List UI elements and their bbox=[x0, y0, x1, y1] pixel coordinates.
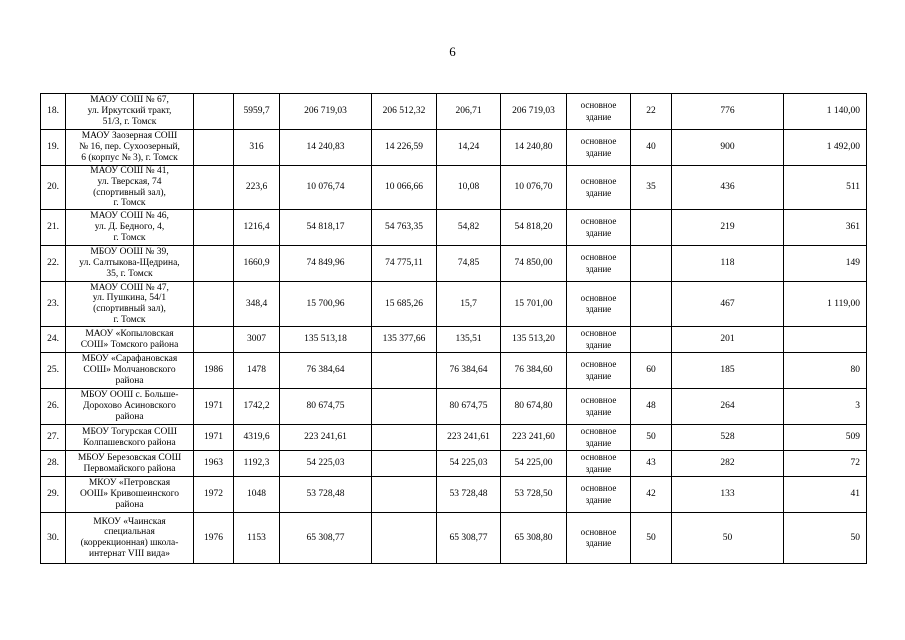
count-cell-2: 282 bbox=[672, 451, 784, 477]
value-cell-4: 65 308,80 bbox=[501, 513, 567, 564]
count-cell-1: 48 bbox=[631, 389, 672, 425]
count-cell-1 bbox=[631, 246, 672, 282]
row-number: 26. bbox=[41, 389, 66, 425]
area-cell: 1478 bbox=[234, 353, 280, 389]
building-type bbox=[567, 353, 631, 389]
row-number: 27. bbox=[41, 425, 66, 451]
value-cell-4: 80 674,80 bbox=[501, 389, 567, 425]
value-cell-2 bbox=[372, 389, 437, 425]
table-row bbox=[41, 246, 867, 282]
value-cell-1: 65 308,77 bbox=[280, 513, 372, 564]
count-cell-3: 361 bbox=[784, 210, 867, 246]
area-cell: 348,4 bbox=[234, 282, 280, 327]
building-type-line: здание bbox=[585, 463, 612, 474]
value-cell-2 bbox=[372, 425, 437, 451]
area-cell: 3007 bbox=[234, 327, 280, 353]
area-cell: 223,6 bbox=[234, 166, 280, 210]
count-cell-3: 509 bbox=[784, 425, 867, 451]
building-type-line: здание bbox=[585, 187, 612, 198]
value-cell-1: 80 674,75 bbox=[280, 389, 372, 425]
count-cell-3: 50 bbox=[784, 513, 867, 564]
area-cell: 1742,2 bbox=[234, 389, 280, 425]
row-number: 22. bbox=[41, 246, 66, 282]
table-row bbox=[41, 166, 867, 210]
school-name-line: МБОУ Тогурская СОШ bbox=[82, 426, 177, 437]
count-cell-2: 528 bbox=[672, 425, 784, 451]
page-number: 6 bbox=[449, 44, 456, 59]
area-cell: 1660,9 bbox=[234, 246, 280, 282]
value-cell-1: 54 225,03 bbox=[280, 451, 372, 477]
school-name-line: ул. Д. Бедного, 4, bbox=[94, 222, 165, 233]
building-type bbox=[567, 425, 631, 451]
count-cell-1: 40 bbox=[631, 130, 672, 166]
count-cell-2: 776 bbox=[672, 94, 784, 130]
school-name-line: ул. Пушкина, 54/1 bbox=[92, 293, 167, 304]
school-name-line: района bbox=[115, 376, 144, 387]
value-cell-2: 74 775,11 bbox=[372, 246, 437, 282]
count-cell-1: 60 bbox=[631, 353, 672, 389]
value-cell-2: 15 685,26 bbox=[372, 282, 437, 327]
school-name bbox=[66, 353, 194, 389]
school-name-line: МБОУ Березовская СОШ bbox=[77, 452, 182, 463]
school-name-line: МКОУ «Петровская bbox=[88, 478, 171, 489]
value-cell-1: 206 719,03 bbox=[280, 94, 372, 130]
area-cell: 1153 bbox=[234, 513, 280, 564]
building-type-line: основное bbox=[580, 452, 617, 463]
building-type-line: здание bbox=[585, 406, 612, 417]
value-cell-2 bbox=[372, 477, 437, 513]
school-name bbox=[66, 327, 194, 353]
building-type-line: основное bbox=[580, 483, 617, 494]
value-cell-1: 74 849,96 bbox=[280, 246, 372, 282]
year-cell bbox=[194, 210, 234, 246]
row-number: 28. bbox=[41, 451, 66, 477]
building-type bbox=[567, 94, 631, 130]
row-number: 18. bbox=[41, 94, 66, 130]
table-row bbox=[41, 130, 867, 166]
school-name bbox=[66, 451, 194, 477]
count-cell-2: 436 bbox=[672, 166, 784, 210]
building-type-line: здание bbox=[585, 263, 612, 274]
building-type-line: здание bbox=[585, 437, 612, 448]
value-cell-1: 53 728,48 bbox=[280, 477, 372, 513]
count-cell-1: 50 bbox=[631, 425, 672, 451]
school-name-line: МКОУ «Чаинская bbox=[93, 516, 166, 527]
table-row bbox=[41, 451, 867, 477]
school-name-line: Колпашевского района bbox=[83, 437, 176, 448]
value-cell-4: 54 818,20 bbox=[501, 210, 567, 246]
school-name-line: (коррекционная) школа- bbox=[80, 538, 179, 549]
building-type-line: основное bbox=[580, 426, 617, 437]
value-cell-3: 76 384,64 bbox=[437, 353, 501, 389]
building-type bbox=[567, 130, 631, 166]
row-number: 25. bbox=[41, 353, 66, 389]
school-name-line: МБОУ «Сарафановская bbox=[81, 354, 178, 365]
count-cell-1 bbox=[631, 327, 672, 353]
building-type-line: здание bbox=[585, 147, 612, 158]
row-number: 29. bbox=[41, 477, 66, 513]
building-type-line: здание bbox=[585, 304, 612, 315]
count-cell-2: 50 bbox=[672, 513, 784, 564]
year-cell bbox=[194, 327, 234, 353]
value-cell-3: 80 674,75 bbox=[437, 389, 501, 425]
school-name-line: 6 (корпус № 3), г. Томск bbox=[81, 152, 178, 163]
building-type-line: основное bbox=[580, 395, 617, 406]
value-cell-3: 10,08 bbox=[437, 166, 501, 210]
year-cell: 1971 bbox=[194, 389, 234, 425]
row-number: 30. bbox=[41, 513, 66, 564]
year-cell: 1986 bbox=[194, 353, 234, 389]
building-type bbox=[567, 210, 631, 246]
count-cell-3: 149 bbox=[784, 246, 867, 282]
area-cell: 316 bbox=[234, 130, 280, 166]
school-name-line: МАОУ СОШ № 47, bbox=[90, 282, 169, 293]
school-name-line: МАОУ Заозерная СОШ bbox=[81, 131, 178, 142]
value-cell-2 bbox=[372, 513, 437, 564]
value-cell-4: 223 241,60 bbox=[501, 425, 567, 451]
school-name-line: МАОУ СОШ № 67, bbox=[90, 95, 169, 106]
school-name-line: г. Томск bbox=[113, 314, 146, 325]
school-name-line: 51/3, г. Томск bbox=[102, 116, 157, 127]
building-type-line: здание bbox=[585, 339, 612, 350]
value-cell-4: 14 240,80 bbox=[501, 130, 567, 166]
count-cell-3: 72 bbox=[784, 451, 867, 477]
value-cell-4: 206 719,03 bbox=[501, 94, 567, 130]
school-name-line: г. Томск bbox=[113, 198, 146, 209]
value-cell-3: 15,7 bbox=[437, 282, 501, 327]
table-row bbox=[41, 94, 867, 130]
school-name-line: ул. Иркутский тракт, bbox=[87, 106, 172, 117]
building-type-line: основное bbox=[580, 100, 617, 110]
school-name bbox=[66, 166, 194, 210]
value-cell-3: 223 241,61 bbox=[437, 425, 501, 451]
building-type-line: здание bbox=[585, 538, 612, 549]
count-cell-2: 467 bbox=[672, 282, 784, 327]
row-number: 21. bbox=[41, 210, 66, 246]
value-cell-4: 53 728,50 bbox=[501, 477, 567, 513]
school-name-line: МБОУ ООШ с. Больше- bbox=[80, 390, 179, 401]
value-cell-1: 54 818,17 bbox=[280, 210, 372, 246]
value-cell-3: 135,51 bbox=[437, 327, 501, 353]
row-number: 19. bbox=[41, 130, 66, 166]
count-cell-2: 219 bbox=[672, 210, 784, 246]
school-name bbox=[66, 94, 194, 130]
building-type-line: основное bbox=[580, 176, 617, 187]
school-name bbox=[66, 513, 194, 564]
building-type-line: основное bbox=[580, 252, 617, 263]
building-type-line: основное bbox=[580, 292, 617, 303]
count-cell-1 bbox=[631, 282, 672, 327]
count-cell-1: 22 bbox=[631, 94, 672, 130]
value-cell-4: 10 076,70 bbox=[501, 166, 567, 210]
count-cell-1: 35 bbox=[631, 166, 672, 210]
table-body bbox=[41, 94, 867, 564]
table-row bbox=[41, 389, 867, 425]
count-cell-2: 900 bbox=[672, 130, 784, 166]
table-row bbox=[41, 210, 867, 246]
value-cell-3: 14,24 bbox=[437, 130, 501, 166]
building-type bbox=[567, 166, 631, 210]
year-cell: 1963 bbox=[194, 451, 234, 477]
area-cell: 1048 bbox=[234, 477, 280, 513]
value-cell-1: 10 076,74 bbox=[280, 166, 372, 210]
building-type-line: здание bbox=[585, 494, 612, 505]
school-name bbox=[66, 425, 194, 451]
row-number: 23. bbox=[41, 282, 66, 327]
value-cell-2: 10 066,66 bbox=[372, 166, 437, 210]
value-cell-1: 223 241,61 bbox=[280, 425, 372, 451]
school-name-line: МАОУ СОШ № 46, bbox=[90, 211, 169, 222]
school-name bbox=[66, 246, 194, 282]
building-type bbox=[567, 451, 631, 477]
building-type bbox=[567, 282, 631, 327]
table-row bbox=[41, 477, 867, 513]
year-cell: 1972 bbox=[194, 477, 234, 513]
value-cell-4: 54 225,00 bbox=[501, 451, 567, 477]
year-cell bbox=[194, 246, 234, 282]
table-row bbox=[41, 513, 867, 564]
school-name-line: района bbox=[115, 500, 144, 511]
school-name-line: СОШ» Томского района bbox=[80, 339, 179, 350]
school-name-line: ООШ» Кривошеинского bbox=[80, 489, 179, 500]
year-cell bbox=[194, 130, 234, 166]
area-cell: 1192,3 bbox=[234, 451, 280, 477]
table-row bbox=[41, 425, 867, 451]
school-name-line: (спортивный зал), bbox=[93, 187, 166, 198]
school-name-line: Первомайского района bbox=[83, 463, 176, 474]
value-cell-1: 15 700,96 bbox=[280, 282, 372, 327]
count-cell-3: 511 bbox=[784, 166, 867, 210]
school-name-line: МАОУ СОШ № 41, bbox=[90, 166, 169, 176]
count-cell-1: 43 bbox=[631, 451, 672, 477]
count-cell-3: 80 bbox=[784, 353, 867, 389]
school-name-line: интернат VIII вида» bbox=[89, 548, 170, 559]
building-type bbox=[567, 389, 631, 425]
count-cell-1: 42 bbox=[631, 477, 672, 513]
building-type-line: основное bbox=[580, 526, 617, 537]
school-name-line: 35, г. Томск bbox=[106, 269, 153, 280]
school-name-line: (спортивный зал), bbox=[93, 304, 166, 315]
building-type bbox=[567, 246, 631, 282]
table-row bbox=[41, 353, 867, 389]
value-cell-3: 65 308,77 bbox=[437, 513, 501, 564]
school-name-line: МАОУ «Копыловская bbox=[85, 328, 174, 339]
count-cell-2: 118 bbox=[672, 246, 784, 282]
school-name bbox=[66, 389, 194, 425]
value-cell-2: 14 226,59 bbox=[372, 130, 437, 166]
school-name bbox=[66, 282, 194, 327]
building-type bbox=[567, 477, 631, 513]
school-name-line: ул. Салтыкова-Щедрина, bbox=[79, 258, 180, 269]
area-cell: 4319,6 bbox=[234, 425, 280, 451]
building-type-line: основное bbox=[580, 328, 617, 339]
value-cell-2: 135 377,66 bbox=[372, 327, 437, 353]
school-name-line: № 16, пер. Сухоозерный, bbox=[79, 142, 180, 153]
value-cell-3: 54,82 bbox=[437, 210, 501, 246]
year-cell bbox=[194, 94, 234, 130]
school-name-line: г. Томск bbox=[113, 233, 146, 244]
building-type-line: здание bbox=[585, 370, 612, 381]
value-cell-3: 53 728,48 bbox=[437, 477, 501, 513]
count-cell-3: 1 119,00 bbox=[784, 282, 867, 327]
count-cell-1: 50 bbox=[631, 513, 672, 564]
count-cell-2: 133 bbox=[672, 477, 784, 513]
count-cell-3: 3 bbox=[784, 389, 867, 425]
value-cell-2 bbox=[372, 353, 437, 389]
count-cell-3: 1 492,00 bbox=[784, 130, 867, 166]
count-cell-2: 201 bbox=[672, 327, 784, 353]
count-cell-3 bbox=[784, 327, 867, 353]
school-name bbox=[66, 210, 194, 246]
building-type-line: здание bbox=[585, 111, 612, 122]
school-name-line: ул. Тверская, 74 bbox=[97, 176, 162, 187]
school-name-line: МБОУ ООШ № 39, bbox=[90, 247, 169, 258]
school-name-line: СОШ» Молчановского bbox=[83, 365, 176, 376]
year-cell bbox=[194, 166, 234, 210]
school-name-line: специальная bbox=[104, 527, 155, 538]
year-cell: 1971 bbox=[194, 425, 234, 451]
school-name bbox=[66, 130, 194, 166]
value-cell-1: 135 513,18 bbox=[280, 327, 372, 353]
value-cell-3: 206,71 bbox=[437, 94, 501, 130]
count-cell-3: 1 140,00 bbox=[784, 94, 867, 130]
year-cell: 1976 bbox=[194, 513, 234, 564]
row-number: 20. bbox=[41, 166, 66, 210]
value-cell-4: 15 701,00 bbox=[501, 282, 567, 327]
value-cell-2: 54 763,35 bbox=[372, 210, 437, 246]
building-type-line: здание bbox=[585, 227, 612, 238]
building-type bbox=[567, 513, 631, 564]
count-cell-3: 41 bbox=[784, 477, 867, 513]
value-cell-4: 74 850,00 bbox=[501, 246, 567, 282]
value-cell-1: 76 384,64 bbox=[280, 353, 372, 389]
building-type-line: основное bbox=[580, 136, 617, 146]
building-type-line: основное bbox=[580, 216, 617, 227]
data-table bbox=[40, 93, 867, 564]
building-type bbox=[567, 327, 631, 353]
school-name bbox=[66, 477, 194, 513]
value-cell-4: 135 513,20 bbox=[501, 327, 567, 353]
table-row bbox=[41, 327, 867, 353]
school-name-line: района bbox=[115, 412, 144, 423]
count-cell-2: 264 bbox=[672, 389, 784, 425]
table-row bbox=[41, 282, 867, 327]
value-cell-1: 14 240,83 bbox=[280, 130, 372, 166]
year-cell bbox=[194, 282, 234, 327]
count-cell-2: 185 bbox=[672, 353, 784, 389]
building-type-line: основное bbox=[580, 359, 617, 370]
row-number: 24. bbox=[41, 327, 66, 353]
value-cell-2 bbox=[372, 451, 437, 477]
count-cell-1 bbox=[631, 210, 672, 246]
value-cell-4: 76 384,60 bbox=[501, 353, 567, 389]
area-cell: 5959,7 bbox=[234, 94, 280, 130]
value-cell-3: 74,85 bbox=[437, 246, 501, 282]
value-cell-3: 54 225,03 bbox=[437, 451, 501, 477]
area-cell: 1216,4 bbox=[234, 210, 280, 246]
school-name-line: Дорохово Асиновского bbox=[83, 401, 176, 412]
value-cell-2: 206 512,32 bbox=[372, 94, 437, 130]
